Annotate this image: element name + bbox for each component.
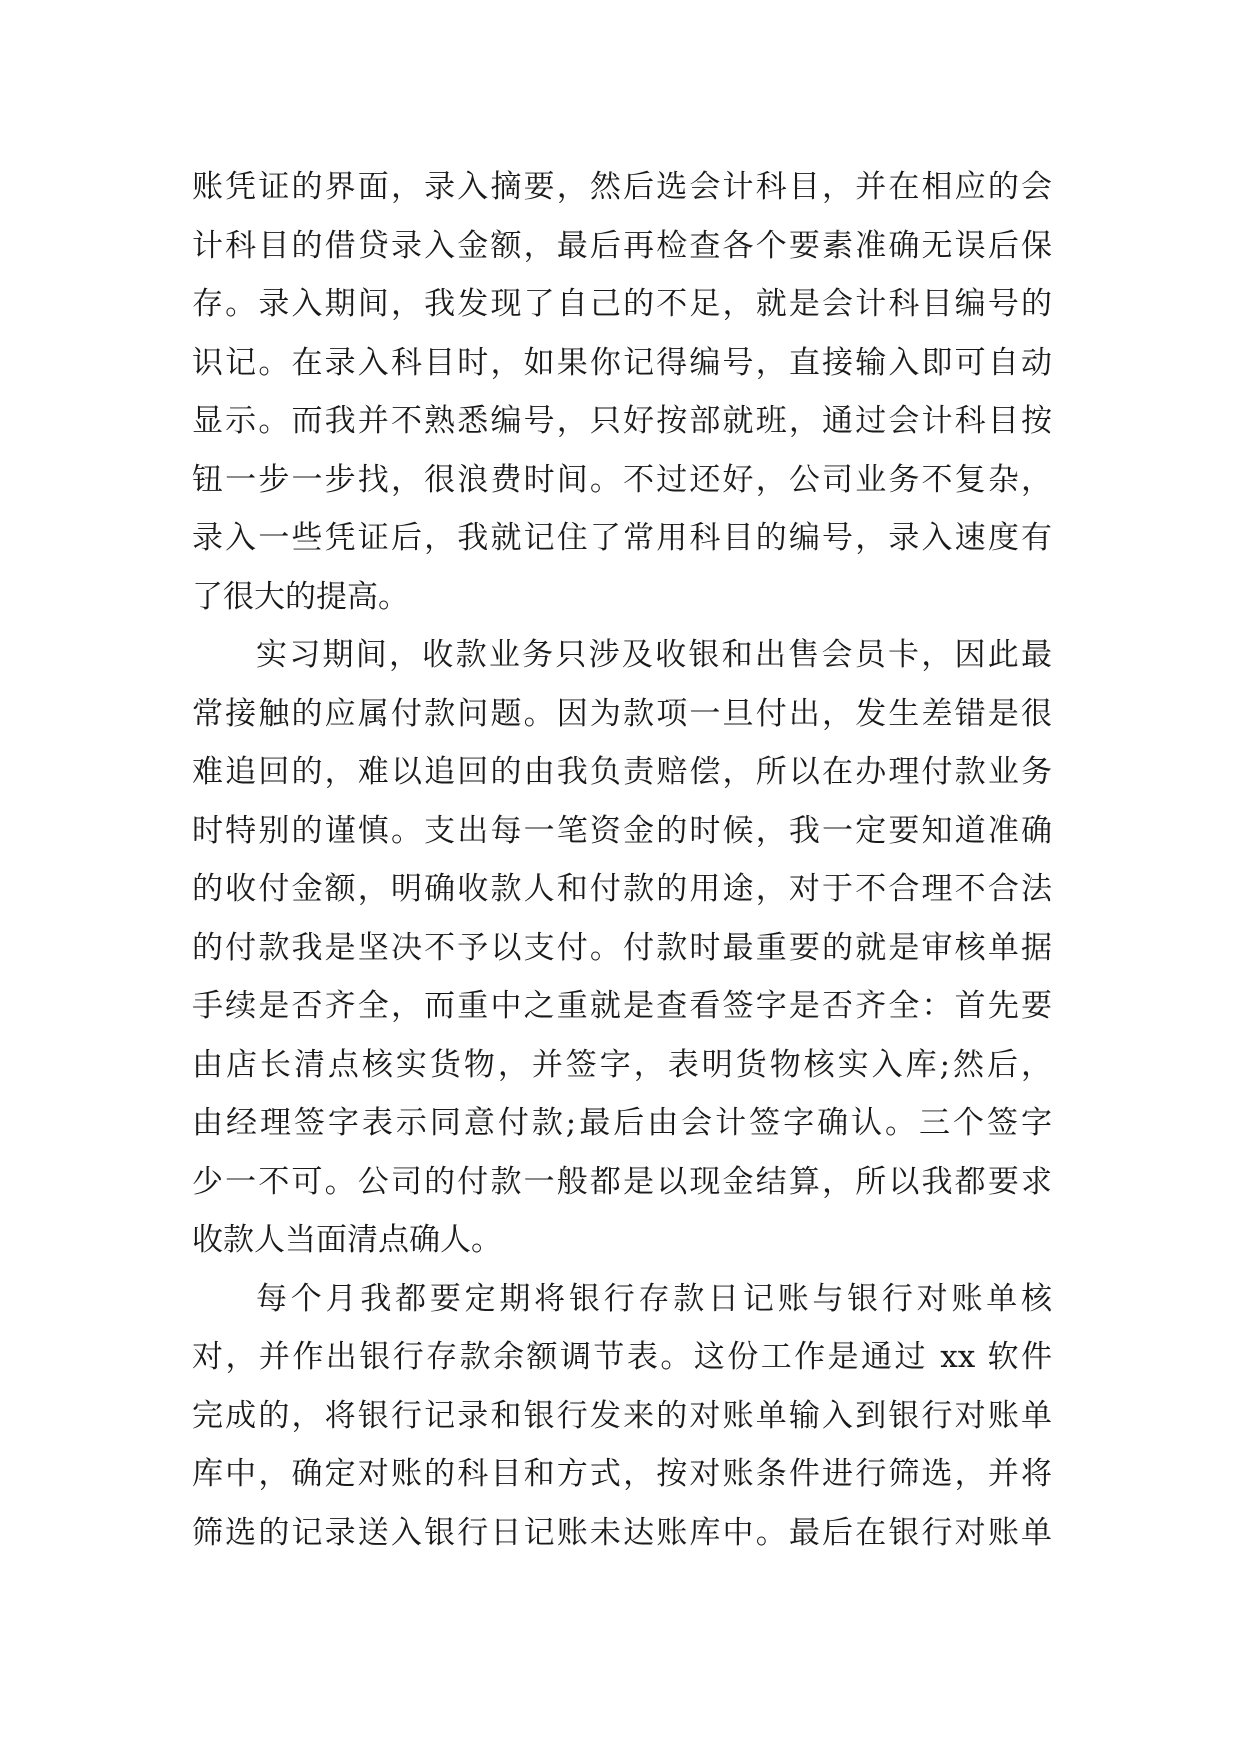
text-line: 手续是否齐全，而重中之重就是查看签字是否齐全：首先要 (192, 988, 1052, 1024)
paragraph-2 (192, 626, 1052, 1270)
text-line: 账凭证的界面，录入摘要，然后选会计科目，并在相应的会 (192, 169, 1052, 205)
text-line: 钮一步一步找，很浪费时间。不过还好，公司业务不复杂， (192, 461, 1052, 498)
text-line: 识记。在录入科目时，如果你记得编号，直接输入即可自动 (192, 344, 1052, 381)
body-text (192, 158, 1052, 1562)
text-line: 实习期间，收款业务只涉及收银和出售会员卡，因此最 (256, 637, 1052, 673)
text-line: 录入一些凭证后，我就记住了常用科目的编号，录入速度有 (192, 520, 1052, 556)
text-line: 难追回的，难以追回的由我负责赔偿，所以在办理付款业务 (192, 754, 1052, 790)
text-line: 的收付金额，明确收款人和付款的用途，对于不合理不合法 (192, 871, 1052, 907)
paragraph-1 (192, 158, 1052, 626)
text-line: 由店长清点核实货物，并签字，表明货物核实入库;然后， (192, 1046, 1052, 1083)
text-line: 的付款我是坚决不予以支付。付款时最重要的就是审核单据 (192, 929, 1052, 966)
text-line: 时特别的谨慎。支出每一笔资金的时候，我一定要知道准确 (192, 812, 1052, 849)
text-line: 存。录入期间，我发现了自己的不足，就是会计科目编号的 (192, 286, 1052, 322)
text-line: 每个月我都要定期将银行存款日记账与银行对账单核 (256, 1280, 1052, 1317)
text-line: 了很大的提高。 (192, 578, 409, 615)
text-line: 库中，确定对账的科目和方式，按对账条件进行筛选，并将 (192, 1456, 1052, 1492)
text-line: 常接触的应属付款问题。因为款项一旦付出，发生差错是很 (192, 695, 1052, 732)
text-line: 筛选的记录送入银行日记账未达账库中。最后在银行对账单 (192, 1514, 1052, 1551)
text-line: 完成的，将银行记录和银行发来的对账单输入到银行对账单 (192, 1397, 1052, 1434)
text-line: 由经理签字表示同意付款;最后由会计签字确认。三个签字 (192, 1105, 1052, 1141)
text-line: 少一不可。公司的付款一般都是以现金结算，所以我都要求 (192, 1163, 1052, 1200)
text-line: 显示。而我并不熟悉编号，只好按部就班，通过会计科目按 (192, 403, 1052, 439)
text-line: 收款人当面清点确人。 (192, 1222, 502, 1258)
text-line: 计科目的借贷录入金额，最后再检查各个要素准确无误后保 (192, 227, 1052, 264)
text-line: 对，并作出银行存款余额调节表。这份工作是通过 xx 软件 (192, 1339, 1052, 1375)
paragraph-3 (192, 1270, 1052, 1563)
